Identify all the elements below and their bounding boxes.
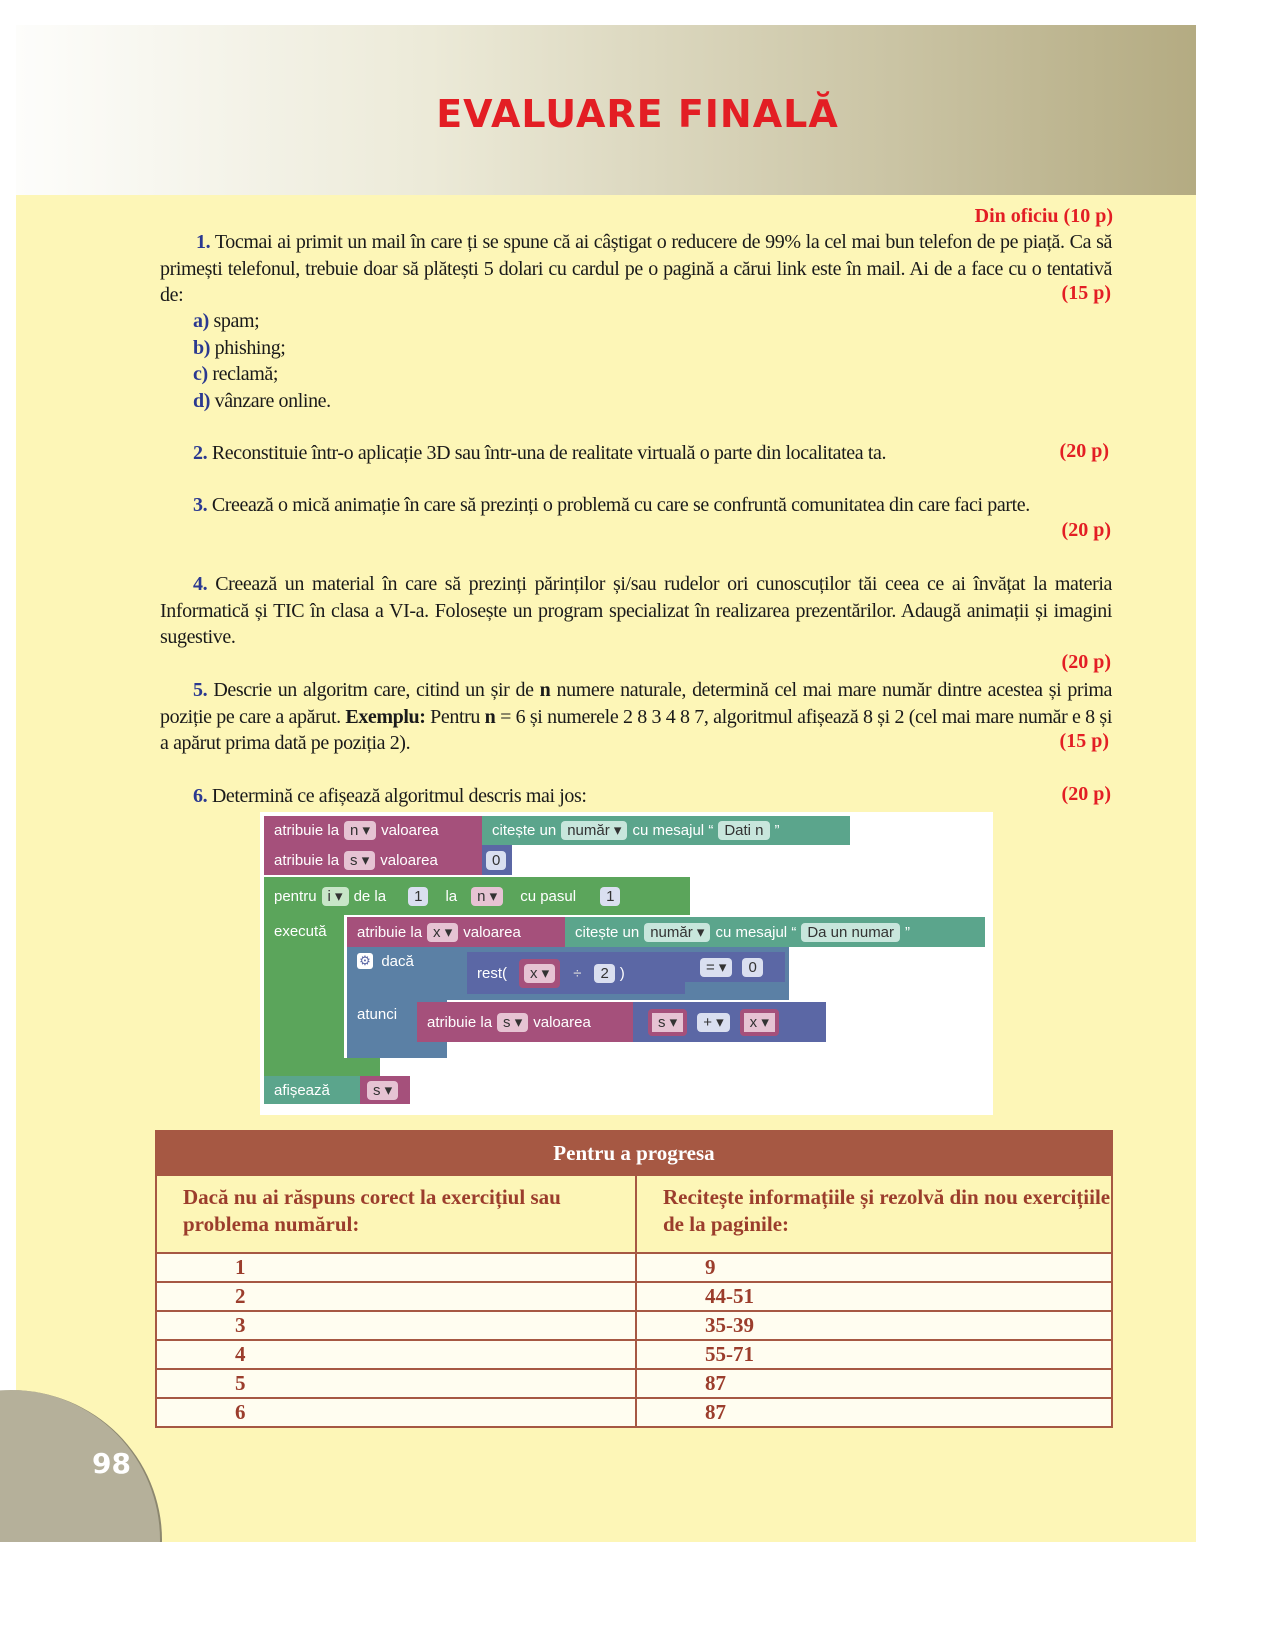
question-number: 4.: [193, 573, 208, 595]
option-letter: c): [193, 363, 208, 385]
var-x: x ▾: [740, 1009, 779, 1036]
option-text: spam;: [213, 310, 260, 332]
page-number: 98: [92, 1447, 131, 1480]
table-row: [156, 1282, 1112, 1311]
var-s: s ▾: [344, 851, 375, 870]
text: Pentru: [425, 705, 485, 728]
value-0: 0: [742, 958, 762, 977]
progress-table: [155, 1130, 1113, 1428]
label: cu pasul: [520, 887, 577, 905]
table-row: [156, 1340, 1112, 1369]
option-text: reclamă;: [212, 363, 278, 385]
option-text: phishing;: [214, 336, 286, 359]
quote: “: [791, 923, 797, 941]
message: Da un numar: [801, 923, 900, 942]
label: atribuie la: [357, 923, 423, 941]
value-2: 2: [594, 964, 614, 983]
question-number: 2.: [193, 442, 208, 464]
label: atribuie la: [274, 822, 340, 839]
label: rest(: [477, 964, 507, 982]
pages-cell: 87: [636, 1369, 1112, 1398]
question-text: Tocmai ai primit un mail în care ți se spune că ai câștigat o reducere de 99% la cel mai bun telefon de pe piață. Ca să primești telefonul, trebuie doar să plătești 5 dolari cu cardul pe o pagină a cărui link este în mail. Ai de a face cu o tentativă de:: [160, 231, 1112, 306]
quote: ”: [905, 923, 911, 941]
print-block: [264, 1076, 360, 1104]
var-s: s ▾: [367, 1081, 398, 1100]
type-dropdown: număr ▾: [644, 923, 710, 942]
question-text: Creează un material în care să prezinți părinților și/sau rudelor ori cunoscuților tăi ceea ce ai învățat la materia Informatică și TIC în clasa a VI-a. Folosește un program specializat în realizarea prezentărilor. Adaugă animații și imagini sugestive.: [160, 573, 1112, 648]
pages-cell: 87: [636, 1398, 1112, 1427]
table-title: Pentru a progresa: [156, 1131, 1112, 1175]
label: valoarea: [381, 822, 439, 839]
var-x: x ▾: [427, 923, 458, 942]
question-number: 3.: [193, 494, 208, 516]
option-letter: a): [193, 310, 209, 332]
var-n: n: [539, 679, 551, 701]
label: cu mesajul: [632, 822, 705, 839]
option-letter: d): [193, 389, 210, 412]
option-d: [193, 388, 331, 415]
label: ): [619, 964, 625, 982]
exercise-cell: 4: [156, 1340, 636, 1369]
pages-cell: 9: [636, 1253, 1112, 1282]
page-title: EVALUARE FINALĂ: [436, 92, 839, 136]
label: valoarea: [463, 923, 521, 941]
for-loop-block: [264, 877, 690, 915]
var-s-block: [360, 1076, 410, 1104]
divide-operator: ÷: [573, 964, 582, 982]
exercise-cell: 5: [156, 1369, 636, 1398]
bottom-margin: [0, 1542, 1275, 1650]
question-number: 5.: [193, 679, 208, 701]
table-row: [156, 1398, 1112, 1427]
assign-n-block: [264, 816, 482, 845]
question-2: [193, 440, 886, 467]
value-1: 1: [600, 887, 620, 906]
var-s: s ▾: [648, 1009, 687, 1036]
question-text: Determină ce afișează algoritmul descris mai jos:: [211, 785, 587, 807]
type-dropdown: număr ▾: [561, 821, 627, 840]
question-2-points: (20 p): [1059, 440, 1109, 462]
label: citește un: [575, 923, 640, 941]
question-number: 6.: [193, 785, 208, 807]
question-4: [160, 571, 1112, 651]
option-b: [193, 335, 331, 362]
label: valoarea: [533, 1013, 591, 1031]
option-text: vânzare online.: [214, 389, 331, 412]
question-number: 1.: [196, 231, 211, 253]
compare-block: [685, 952, 785, 982]
equals-dropdown: = ▾: [700, 958, 732, 977]
var-n: n: [484, 705, 496, 728]
label: execută: [274, 923, 327, 940]
sum-block: [633, 1002, 826, 1042]
label: de la: [353, 887, 387, 905]
label: citește un: [492, 822, 557, 839]
assign-s-block: [264, 845, 482, 875]
exercise-cell: 1: [156, 1253, 636, 1282]
assign-x-block: [347, 917, 565, 947]
var-x: x ▾: [524, 964, 555, 983]
label: afișează: [274, 1081, 330, 1099]
var-i: i ▾: [322, 887, 349, 906]
question-6: [193, 783, 587, 810]
value-0: 0: [486, 851, 506, 870]
exercise-cell: 6: [156, 1398, 636, 1427]
gear-icon[interactable]: ⚙: [357, 953, 373, 969]
value-1: 1: [408, 887, 428, 906]
assign-s-sum-block: [417, 1002, 633, 1042]
question-5: [160, 677, 1112, 757]
question-1: [160, 229, 1112, 309]
label: cu mesajul: [715, 923, 788, 941]
question-text: Reconstituie într-o aplicație 3D sau într-una de realitate virtuală o parte din localitatea ta.: [211, 442, 887, 464]
din-oficiu-points: Din oficiu (10 p): [974, 205, 1113, 227]
quote: “: [708, 822, 714, 839]
column-header: Dacă nu ai răspuns corect la exercițiul sau problema numărul:: [156, 1175, 636, 1253]
example-label: Exemplu:: [345, 705, 426, 728]
table-row: [156, 1369, 1112, 1398]
table-row: [156, 1253, 1112, 1282]
label: pentru: [274, 887, 317, 905]
label: la: [445, 887, 458, 905]
pages-cell: 44-51: [636, 1282, 1112, 1311]
block-program: [260, 812, 993, 1115]
for-loop-end: [264, 1058, 380, 1076]
text: numere naturale, determină cel mai mare număr dintre acestea și prima poziție pe care a apărut.: [160, 679, 1112, 728]
remainder-block: [467, 952, 685, 994]
label: atunci: [357, 1006, 398, 1023]
quote: ”: [774, 822, 780, 839]
pages-cell: 55-71: [636, 1340, 1112, 1369]
column-header: Recitește informațiile și rezolvă din nou exercițiile de la paginile:: [636, 1175, 1112, 1253]
pages-cell: 35-39: [636, 1311, 1112, 1340]
var-s: s ▾: [497, 1013, 528, 1032]
label: valoarea: [380, 851, 438, 869]
label: atribuie la: [427, 1013, 493, 1031]
exercise-cell: 3: [156, 1311, 636, 1340]
question-6-points: (20 p): [1061, 783, 1111, 805]
table-row: [156, 1311, 1112, 1340]
label: atribuie la: [274, 851, 340, 869]
option-letter: b): [193, 336, 210, 359]
message: Dati n: [718, 821, 769, 840]
text: Descrie un algoritm care, citind un șir de: [213, 679, 540, 701]
plus-dropdown: + ▾: [697, 1013, 729, 1032]
question-1-options: [193, 308, 331, 414]
option-a: [193, 308, 331, 335]
exercise-cell: 2: [156, 1282, 636, 1311]
execute-label: [264, 915, 344, 1075]
question-4-points: (20 p): [1061, 651, 1111, 673]
option-c: [193, 361, 331, 388]
read-number-block: [565, 917, 985, 947]
question-text: Creează o mică animație în care să prezinți o problemă cu care se confruntă comunitatea din care faci parte.: [211, 494, 1030, 516]
question-5-points: (15 p): [1059, 730, 1109, 752]
question-3-points: (20 p): [1061, 519, 1111, 541]
question-3: [160, 492, 1112, 519]
var-n: n ▾: [471, 887, 503, 906]
number-block: [482, 845, 512, 875]
var-n: n ▾: [344, 821, 376, 840]
text: = 6 și numerele 2 8 3 4 8 7, algoritmul afișează 8 și 2 (cel mai mare număr e 8 și a apărut prima dată pe poziția 2).: [160, 705, 1112, 754]
label: dacă: [381, 953, 414, 970]
question-1-points: (15 p): [1061, 282, 1111, 304]
read-number-block: [482, 816, 850, 845]
